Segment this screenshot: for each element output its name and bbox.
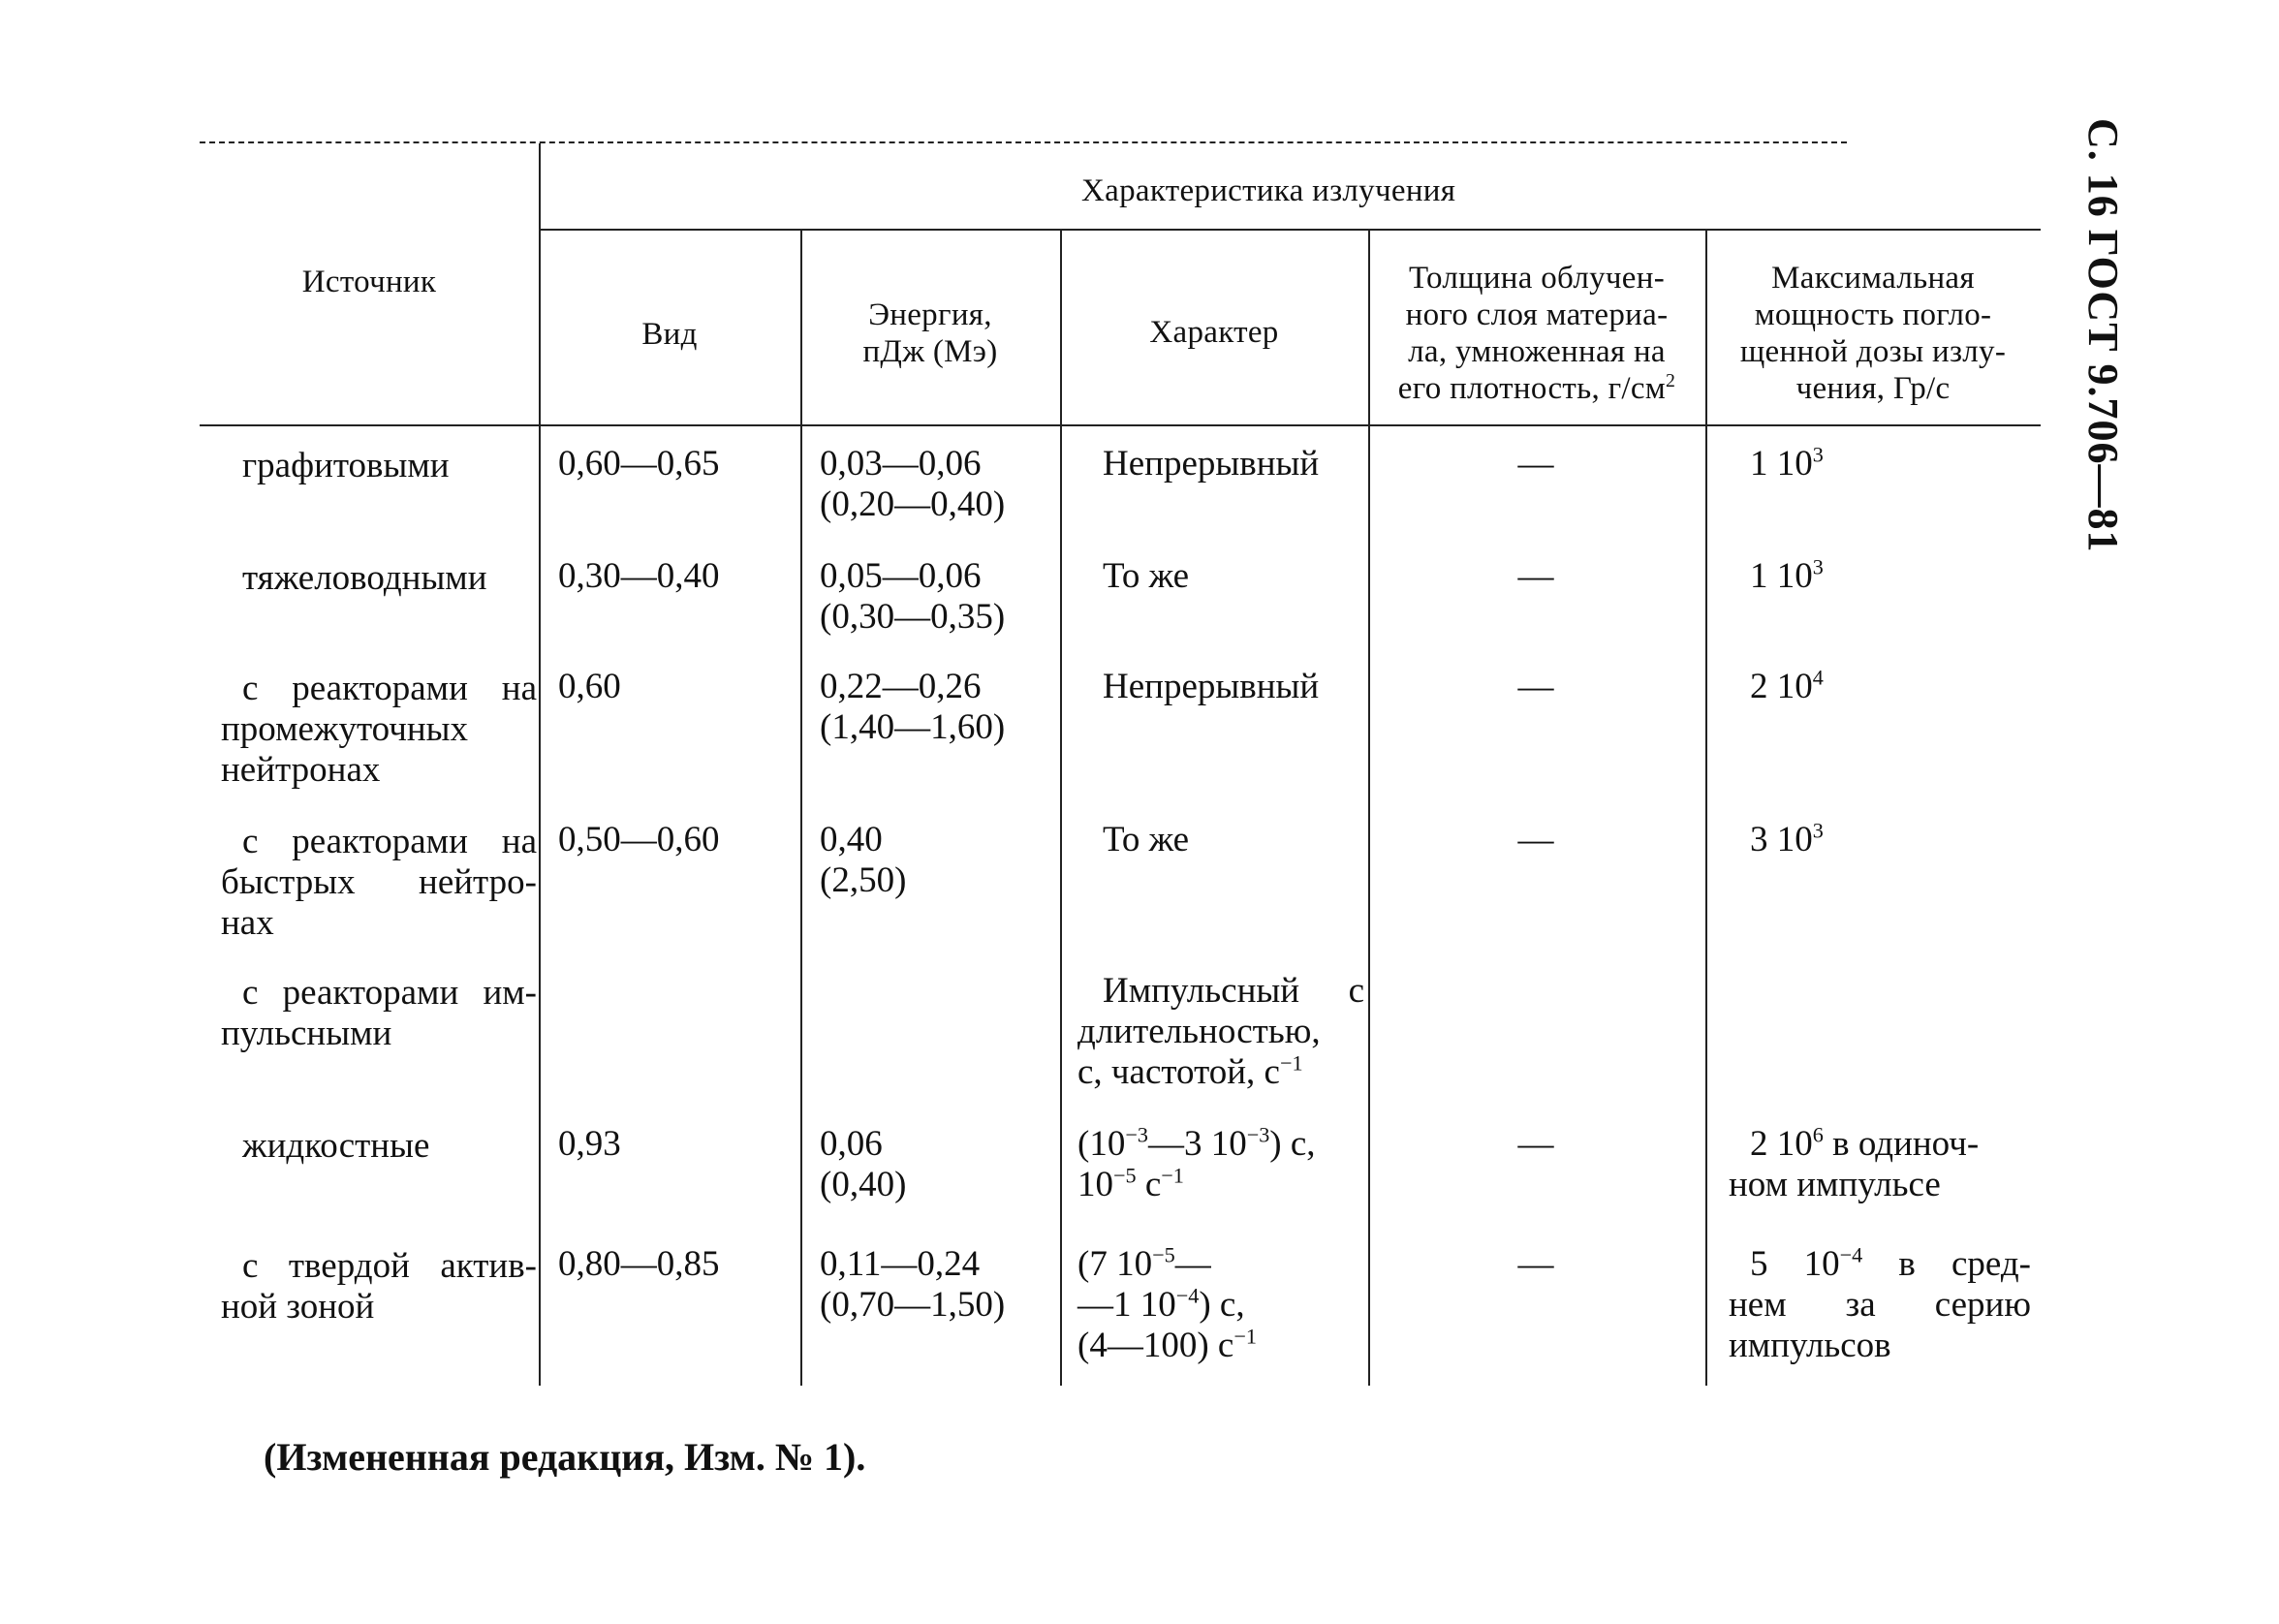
row-7-power-base: 5 10 xyxy=(1750,1244,1840,1284)
row-2-type: 0,30—0,40 xyxy=(558,556,720,596)
row-4-character: То же xyxy=(1103,820,1190,859)
table-top-rule xyxy=(200,141,1847,143)
header-thickness-line1: Толщина облучен- xyxy=(1409,261,1665,296)
row-7-energy xyxy=(820,1244,1005,1326)
row-7-character xyxy=(1077,1244,1257,1366)
row-5-source xyxy=(221,973,537,1054)
header-group-label: Характеристика излучения xyxy=(1081,173,1456,208)
row-6-character-line2 xyxy=(1077,1165,1316,1205)
header-source-label: Источник xyxy=(301,265,437,299)
row-1-source-line1: графитовыми xyxy=(242,446,450,485)
header-type-label: Вид xyxy=(641,317,698,352)
row-1-power-exp: 3 xyxy=(1812,442,1824,467)
row-7-char-l2-a-sup: −4 xyxy=(1175,1283,1200,1308)
row-5-character-line3 xyxy=(1077,1052,1364,1093)
row-7-char-l2-a: —1 10 xyxy=(1077,1285,1176,1325)
row-7-character-line2 xyxy=(1077,1285,1257,1326)
col-divider-energy xyxy=(1060,231,1062,1386)
row-4-thickness: — xyxy=(1517,820,1554,859)
row-7-char-l1-a: (7 10 xyxy=(1077,1244,1153,1284)
header-group xyxy=(539,172,2041,209)
header-energy-line2: пДж (Мэ) xyxy=(862,334,998,369)
row-7-source-line2: ной зоной xyxy=(221,1287,375,1327)
row-2-source xyxy=(242,558,533,599)
row-3-type: 0,60 xyxy=(558,667,621,706)
row-6-char-l1-a-sup: −3 xyxy=(1125,1122,1148,1147)
row-5-source-line2: пульсными xyxy=(221,1014,392,1053)
row-2-character: То же xyxy=(1103,556,1190,596)
row-7-energy-line1: 0,11—0,24 xyxy=(820,1244,981,1284)
row-4-source xyxy=(221,822,537,944)
row-1-type: 0,60—0,65 xyxy=(558,444,720,484)
header-thickness-line4-text: его плотность, г/см xyxy=(1397,371,1667,406)
row-4-type: 0,50—0,60 xyxy=(558,820,720,859)
page-label: С. 16 ГОСТ 9.706—81 xyxy=(2079,118,2127,553)
row-6-source-line1: жидкостные xyxy=(242,1126,430,1166)
header-power-line4: чения, Гр/с xyxy=(1795,371,1951,406)
row-7-source xyxy=(221,1246,537,1327)
header-character-label: Характер xyxy=(1149,315,1279,350)
row-1-energy xyxy=(820,444,1005,525)
row-3-energy-line2: (1,40—1,60) xyxy=(820,707,1006,747)
row-6-energy xyxy=(820,1124,906,1205)
row-6-char-l1-b-sup: −3 xyxy=(1246,1122,1270,1147)
row-2-power xyxy=(1750,556,1824,597)
row-6-source xyxy=(242,1126,533,1167)
row-7-char-l2-b: ) с, xyxy=(1199,1285,1245,1325)
row-5-character-line2: длительностью, xyxy=(1077,1012,1321,1051)
row-4-source-line1: с реакторами на xyxy=(242,822,537,861)
row-1-thickness: — xyxy=(1517,444,1554,484)
row-6-thickness: — xyxy=(1517,1124,1554,1164)
row-6-char-l1-c: ) с, xyxy=(1269,1124,1316,1164)
header-power-line1: Максимальная xyxy=(1771,261,1975,296)
header-power-line2: мощность погло- xyxy=(1754,297,1992,332)
header-energy-line1: Энергия, xyxy=(868,297,992,332)
row-7-power xyxy=(1729,1244,2031,1366)
header-thickness xyxy=(1368,260,1705,407)
row-3-power-base: 2 10 xyxy=(1750,667,1813,706)
row-7-power-exp: −4 xyxy=(1839,1242,1863,1267)
row-6-char-l2-b-sup: −1 xyxy=(1161,1163,1184,1188)
row-1-source xyxy=(242,446,533,486)
row-1-energy-line1: 0,03—0,06 xyxy=(820,444,982,484)
row-1-power-base: 1 10 xyxy=(1750,444,1813,484)
row-3-power-exp: 4 xyxy=(1812,665,1824,690)
group-header-rule xyxy=(539,229,2041,231)
row-3-source-line2: промежуточных xyxy=(221,709,468,749)
header-character xyxy=(1060,314,1368,351)
row-2-power-exp: 3 xyxy=(1812,554,1824,579)
row-7-char-l1-a-sup: −5 xyxy=(1152,1242,1175,1267)
row-2-thickness: — xyxy=(1517,556,1554,596)
header-bottom-rule xyxy=(200,424,2041,426)
row-4-power xyxy=(1750,820,1824,860)
row-6-char-l2-a: 10 xyxy=(1077,1165,1113,1204)
row-7-power-tail: в сред- xyxy=(1862,1244,2031,1284)
row-6-type: 0,93 xyxy=(558,1124,621,1164)
row-4-source-line2: быстрых нейтро- xyxy=(221,862,537,902)
row-7-power-line2: нем за серию xyxy=(1729,1285,2031,1325)
header-thickness-sup: 2 xyxy=(1666,370,1676,392)
row-7-type: 0,80—0,85 xyxy=(558,1244,720,1284)
amendment-note: (Измененная редакция, Изм. № 1). xyxy=(264,1435,866,1479)
row-6-char-l1-a: (10 xyxy=(1077,1124,1126,1164)
row-5-character xyxy=(1077,971,1364,1093)
row-5-character-line1: Импульсный с xyxy=(1103,971,1364,1011)
row-3-source-line3: нейтронах xyxy=(221,750,381,790)
row-6-energy-line2: (0,40) xyxy=(820,1165,907,1204)
row-4-energy xyxy=(820,820,906,901)
row-6-char-l1-b: —3 10 xyxy=(1147,1124,1247,1164)
row-3-character: Непрерывный xyxy=(1103,667,1320,706)
col-divider-type xyxy=(800,231,802,1386)
row-4-power-base: 3 10 xyxy=(1750,820,1813,859)
header-thickness-line4 xyxy=(1368,370,1705,407)
row-6-power-base: 2 10 xyxy=(1750,1124,1813,1164)
row-3-power xyxy=(1750,667,1824,707)
row-5-character-line3-text: с, частотой, с xyxy=(1077,1052,1280,1092)
row-7-char-l3-a-sup: −1 xyxy=(1233,1324,1257,1349)
row-2-source-line1: тяжеловодными xyxy=(242,558,487,598)
header-type xyxy=(539,316,800,353)
row-6-character-line1 xyxy=(1077,1124,1316,1165)
row-7-character-line1 xyxy=(1077,1244,1257,1285)
header-energy xyxy=(800,297,1060,370)
header-power xyxy=(1705,260,2041,407)
row-3-energy-line1: 0,22—0,26 xyxy=(820,667,982,706)
row-4-energy-line1: 0,40 xyxy=(820,820,883,859)
row-2-power-base: 1 10 xyxy=(1750,556,1813,596)
row-4-energy-line2: (2,50) xyxy=(820,860,907,900)
row-2-energy-line2: (0,30—0,35) xyxy=(820,597,1006,637)
row-7-thickness: — xyxy=(1517,1244,1554,1284)
row-3-energy xyxy=(820,667,1005,748)
row-3-thickness: — xyxy=(1517,667,1554,706)
row-5-source-line1: с реакторами им- xyxy=(242,973,537,1013)
row-4-source-line3: нах xyxy=(221,903,274,943)
row-7-energy-line2: (0,70—1,50) xyxy=(820,1285,1006,1325)
row-1-character: Непрерывный xyxy=(1103,444,1320,484)
row-6-char-l2-b: с xyxy=(1136,1165,1162,1204)
row-7-character-line3 xyxy=(1077,1326,1257,1366)
row-6-char-l2-a-sup: −5 xyxy=(1113,1163,1137,1188)
row-3-source xyxy=(221,669,537,791)
row-5-character-sup: −1 xyxy=(1279,1050,1303,1076)
row-1-power xyxy=(1750,444,1824,484)
row-6-power-tail: в одиноч- xyxy=(1823,1124,1980,1164)
row-4-power-exp: 3 xyxy=(1812,818,1824,843)
row-6-power-exp: 6 xyxy=(1812,1122,1824,1147)
row-2-energy-line1: 0,05—0,06 xyxy=(820,556,982,596)
header-thickness-line2: ного слоя материа- xyxy=(1405,297,1669,332)
row-2-energy xyxy=(820,556,1005,638)
header-power-line3: щенной дозы излу- xyxy=(1739,334,2007,369)
row-6-power-line2: ном импульсе xyxy=(1729,1165,1941,1204)
row-6-character xyxy=(1077,1124,1316,1205)
row-6-power xyxy=(1729,1124,2031,1205)
row-7-power-line3: импульсов xyxy=(1729,1326,1891,1365)
row-3-source-line1: с реакторами на xyxy=(242,669,537,708)
row-7-source-line1: с твердой актив- xyxy=(242,1246,537,1286)
row-7-char-l1-b: — xyxy=(1174,1244,1211,1284)
row-7-power-line1 xyxy=(1729,1244,2031,1285)
row-6-power-line1 xyxy=(1729,1124,2031,1165)
row-1-energy-line2: (0,20—0,40) xyxy=(820,484,1006,524)
header-source xyxy=(200,264,539,300)
row-7-char-l3-a: (4—100) с xyxy=(1077,1326,1234,1365)
header-thickness-line3: ла, умноженная на xyxy=(1408,334,1666,369)
row-6-energy-line1: 0,06 xyxy=(820,1124,883,1164)
